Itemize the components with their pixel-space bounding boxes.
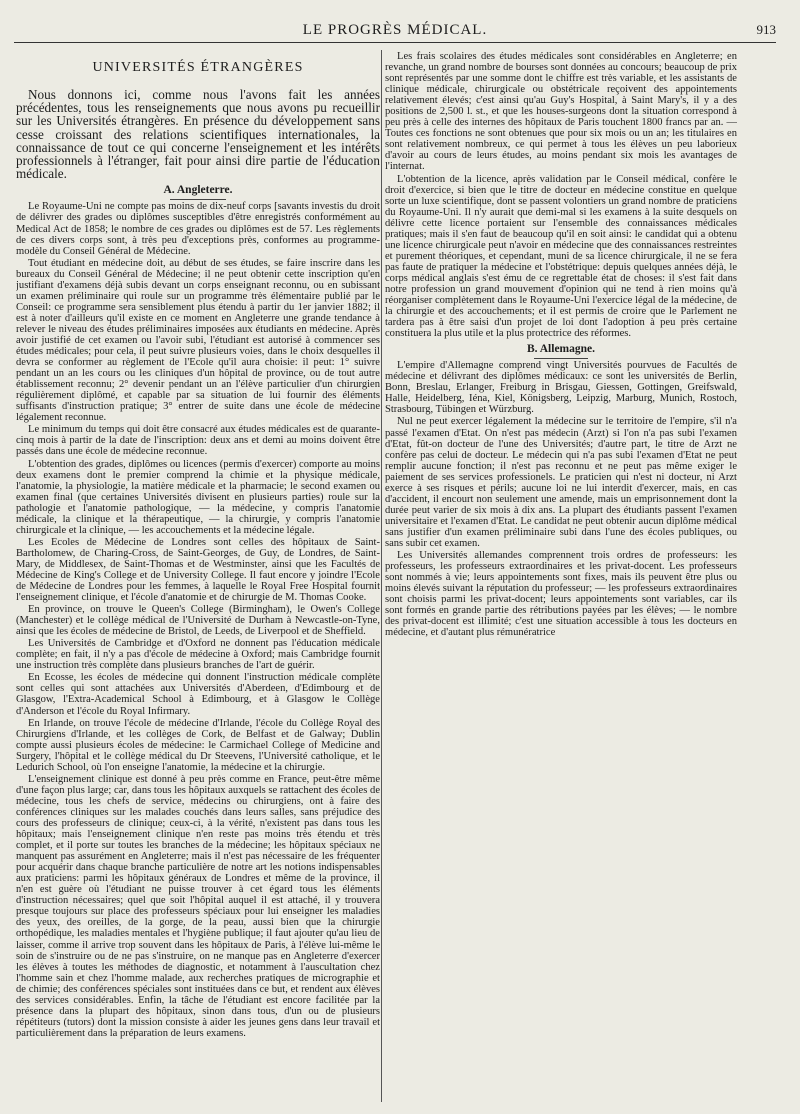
paragraph-continued: L'enseignement clinique est donné à peu près comme en France, peut-être même d'une façon plus large; car, dans tous les hôpitaux auxquels se rattachent des écoles de médecine, tous les chefs de service, médecins ou chirurgiens, ont à faire des conférences cliniques sur les malades couchés dans leurs salles, sans préjudice des cours des professeurs de clinique; ceux-ci, à la vérité, n'existent pas dans tous les hôpitaux; mais l'enseignement clinique n'en reste pas moins très étendu et très complet, et il porte sur toutes les branches de la médecine; les hôpitaux spéciaux ne manquent pas assurément en Angleterre; mais il n'est pas nécessaire de les fréquenter pour acquérir dans chaque branche particulière de notre art les notions indispensables aux praticiens: parmi les hôpitaux généraux de Londres et même de la province, il n'en est guère où l'étudiant ne puisse trouver à cet égard tous les éléments d'instruction nécessaires; quel que soit l'hôpital auquel il est attaché, il y trouvera presque toujours sur place des professeurs spéciaux pour lui enseigner les maladies des yeux, des oreilles, de la gorge, de la peau, aussi bien que la chirurgie orthopédique, les maladies mentales et l'hygiène publique; il faut ajouter qu'au lieu de laisser, comme il arrive trop souvent dans les hôpitaux de Paris, à l'élève lui-même le soin de s'instruire ou de ne pas s'instruire, on ne manque pas en Angleterre d'exercer les élèves à toutes les méthodes de diagnostic, et notamment à l'auscultation chez l'homme sain et chez l'homme malade, aux recherches pratiques de micrographie et de chimie; des conférences spéciales sont instituées dans ce but, et rendent aux élèves des services considérables. Enfin, la tâche de l'étudiant est encore facilitée par la présence dans la plupart des hôpitaux, sinon dans tous, d'un ou de plusieurs répétiteurs (tutors) dont la mission consiste à aider les jeunes gens dans leur travail et particulièrement dans la préparation de leurs examens. (16, 773, 380, 1039)
paragraph: Les Universités allemandes comprennent trois ordres de professeurs: les professeurs, les professeurs extraordinaires et les privat-docent. Les professeurs sont nommés à vie; leurs appointements sont fixes, mais ils peuvent être plus ou moins élevés suivant la réputation du professeur; — les professeurs extraordinaires sont choisis parmi les privat-docent; leurs appointements sont variables, car ils sont formés en grande partie des rétributions payées par les élèves; — le nombre des privat-docent est illimité; c'est une situation accessible à tous les docteurs en médecine, et d'autant plus rémunératrice (385, 550, 737, 639)
page-number: 913 (756, 22, 776, 37)
paragraph: Les Ecoles de Médecine de Londres sont celles des hôpitaux de Saint-Bartholomew, de Charing-Cross, de Saint-Georges, de Guy, de Londres, de Saint-Mary, de Middlesex, de Saint-Thomas et de Westminster, ainsi que les Facultés de Médecine de King's College et de University College. Il faut encore y joindre l'Ecole de Médecine de Londres pour les femmes, à laquelle le Royal Free Hospital fournit l'enseignement clinique, et l'école d'anatomie et de chirurgie de M. Thomas Cooke. (16, 536, 380, 604)
article-title: UNIVERSITÉS ÉTRANGÈRES (92, 60, 304, 75)
paragraph: Nul ne peut exercer légalement la médecine sur le territoire de l'empire, s'il n'a passé l'examen d'Etat. On n'est pas médecin (Arzt) si l'on n'a pas subi l'examen d'Etat, fût-on docteur de l'une des Universités; d'autre part, le titre de Arzt ne confère pas celui de docteur. Le médecin qui n'a pas subi l'examen d'Etat ne peut remplir aucune fonction; il n'est pas reconnu et ne peut pas même exiger le paiement de ses services professionels. Le praticien qui n'est ni docteur, ni Arzt exerce à ses risques et périls; aucune loi ne lui interdit d'exercer, mais, en cas d'accident, il encourt non seulement une amende, mais un emprisonnement dont la durée peut varier de six mois à dix ans. La plupart des étudiants passent l'examen universitaire et l'examen d'Etat. Le candidat ne peut obtenir aucun diplôme médical sans justifier d'un examen préliminaire subi dans l'une des écoles publiques, ou sans subir cet examen. (385, 416, 737, 549)
section-b-title (385, 343, 737, 356)
paragraph: L'obtention des grades, diplômes ou licences (permis d'exercer) comporte au moins deux examens dont le premier comprend la chimie et la physique médicale, l'anatomie, la physiologie, la matière médicale et la pharmacie; le second examen ou examen final (que certaines Universités divisent en plusieurs parties) roule sur la pathologie et l'anatomie pathologique, — la médecine, y compris l'anatomie médicale, la clinique et la thérapeutique, — la chirurgie, y compris l'anatomie chirurgicale et la clinique, — les accouchements et la médecine légale. (16, 458, 380, 536)
column-divider (381, 50, 382, 1102)
paragraph: Les Universités de Cambridge et d'Oxford ne donnent pas l'éducation médicale complète; en fait, il n'y a pas d'école de médecine à Oxford; mais Cambridge fournit une instruction très complète dans plusieurs branches de l'art de guérir. (16, 638, 380, 672)
right-column (385, 50, 737, 1108)
paragraph: En province, on trouve le Queen's College (Birmingham), le Owen's College (Manchester) et le collège médical de l'Université de Durham à Newcastle-on-Tyne, ainsi que les écoles de médecine de Bristol, de Leeds, de Liverpool et de Sheffield. (16, 604, 380, 638)
article-intro: Nous donnons ici, comme nous l'avons fait les années précédentes, tous les renseignements que nous avons pu recueillir sur les Universités étrangères. En présence du développement sans cesse croissant des relations scientifiques internationales, la connaissance de tout ce qui concerne l'enseignement et les intérêts professionnels à l'étranger, fait pour ainsi dire partie de l'éducation médicale. (16, 87, 380, 182)
paragraph: Le minimum du temps qui doit être consacré aux études médicales est de quarante-cinq mois à partir de la date de l'inscription: deux ans et demi au moins doivent être passés dans une école de médecine reconnue. (16, 424, 380, 458)
paragraph: L'obtention de la licence, après validation par le Conseil médical, confère le droit d'exercice, si bien que le titre de docteur en médecine constitue en quelque sorte un luxe scientifique, dont se passent volontiers un grand nombre de praticiens du Royaume-Uni. Il n'y aurait que demi-mal si les examens à la suite desquels on délivre cette licence portaient sur l'ensemble des connaissances médicales pratiques; mais il s'en faut de beaucoup qu'il en soit ainsi: le candidat qui a obtenu une licence chirurgicale peut n'avoir en médecine que des connaissances restreintes et purement théoriques, et cependant, muni de sa licence chirurgicale, il ne se fera pas faute de pratiquer la médecine et l'obstétrique: depuis quelques années déjà, le corps médical anglais s'est ému de ce regrettable état de choses: il s'est fait dans notre profession un grand mouvement d'opinion qui ne tend à rien moins qu'à réorganiser complètement dans le Royaume-Uni l'exercice légal de la médecine, de la chirurgie et des accouchements; et il est permis de croire que le Parlement ne tardera pas à être saisi d'un projet de loi dont l'adoption à peu près certaine constituera la plus utile et la plus protectrice des réformes. (385, 173, 737, 340)
paragraph: L'empire d'Allemagne comprend vingt Universités pourvues de Facultés de médecine et délivrant des diplômes médicaux: ce sont les universités de Berlin, Bonn, Breslau, Erlanger, Freiburg in Brisgau, Giessen, Gottingen, Greifswald, Halle, Heidelberg, Iéna, Kiel, Königsberg, Leipzig, Marburg, Munich, Rostoch, Strasbourg, Tübingen et Würzburg. (385, 360, 737, 416)
paragraph: Le Royaume-Uni ne compte pas moins de dix-neuf corps [savants investis du droit de délivrer des grades ou diplômes susceptibles d'être enregistrés conformément au Medical Act de 1858; le nombre de ces grades ou diplômes est de 57. Les règlements de ces divers corps sont, à très peu d'exceptions près, conformes au programme-modèle du Conseil Général de Médecine. (16, 201, 380, 257)
section-b-title-text: B. Allemagne. (526, 343, 596, 356)
paragraph: En Irlande, on trouve l'école de médecine d'Irlande, l'école du Collège Royal des Chirurgiens d'Irlande, et les collèges de Cork, de Belfast et de Galway; Dublin compte aussi plusieurs écoles de médecine: le Carmichael College of Medicine and Surgery, l'hôpital et le collège médical du Dr Steevens, l'Université catholique, et le Ledurich School, où l'on enseigne l'anatomie, la médecine et la chirurgie. (16, 717, 380, 773)
paragraph: En Ecosse, les écoles de médecine qui donnent l'instruction médicale complète sont celles qui sont attachées aux Universités d'Aberdeen, d'Edimbourg et de Glasgow, l'Extra-Academical School à Edimbourg, et à Glasgow le Collège d'Anderson et l'école du Royal Infirmary. (16, 672, 380, 717)
paragraph: Les frais scolaires des études médicales sont considérables en Angleterre; en revanche, un grand nombre de bourses sont données au concours; beaucoup de prix sont représentés par une somme dont le chiffre est très variable, et les assistants de clinique médicale, chirurgicale ou obstétricale reçoivent des appointements relativement élevés; c'est ainsi qu'au Guy's Hospital, à Saint Mary's, il y a des positions de 2,500 l. st., et que les houses-surgeons dont la situation correspond à peu près à celle des internes des hôpitaux de Paris touchent 1800 francs par an. — Toutes ces fonctions ne sont obtenues que pour six mois ou un an; les titulaires en sont relativement nombreux, ce qui permet à tous les élèves un peu laborieux d'avoir au cours de leurs études, au moins pendant six mois les avantages de l'internat. (385, 51, 737, 173)
running-title: LE PROGRÈS MÉDICAL. (302, 22, 488, 38)
left-column (16, 50, 380, 1108)
page-header (14, 20, 776, 43)
paragraph: Tout étudiant en médecine doit, au début de ses études, se faire inscrire dans les bureaux du Conseil Général de Médecine; il ne peut obtenir cette inscription qu'en justifiant d'examens déjà subis devant un corps enseignant reconnu, ou en subissant un examen préliminaire qui roule sur un programme très élémentaire publié par le Conseil: ce programme sera sensiblement plus étendu à partir du 1er janvier 1882; il est à noter d'ailleurs qu'il existe en ce moment en Angleterre une grande tendance à relever le niveau des études préliminaires imposées aux étudiants en médecine. Après avoir justifié de cet examen ou l'avoir subi, l'étudiant est autorisé à commencer ses études médicales; pour cela, il peut suivre plusieurs voies, dans le choix desquelles il devra se conformer au règlement de l'Ecole qu'il aura choisie: il peut: 1° suivre pendant un an les cours ou les cliniques d'un hôpital de province, ou de tout autre établissement reconnu; 2° devenir pendant un an l'élève particulier d'un chirurgien régulièrement diplômé, et capable par sa situation de lui fournir des éléments suffisants d'instruction pratique; 3° entrer de suite dans une école de médecine légalement reconnue. (16, 257, 380, 424)
section-a-title-text: A. Angleterre. (163, 184, 233, 197)
section-a-title (16, 184, 380, 197)
